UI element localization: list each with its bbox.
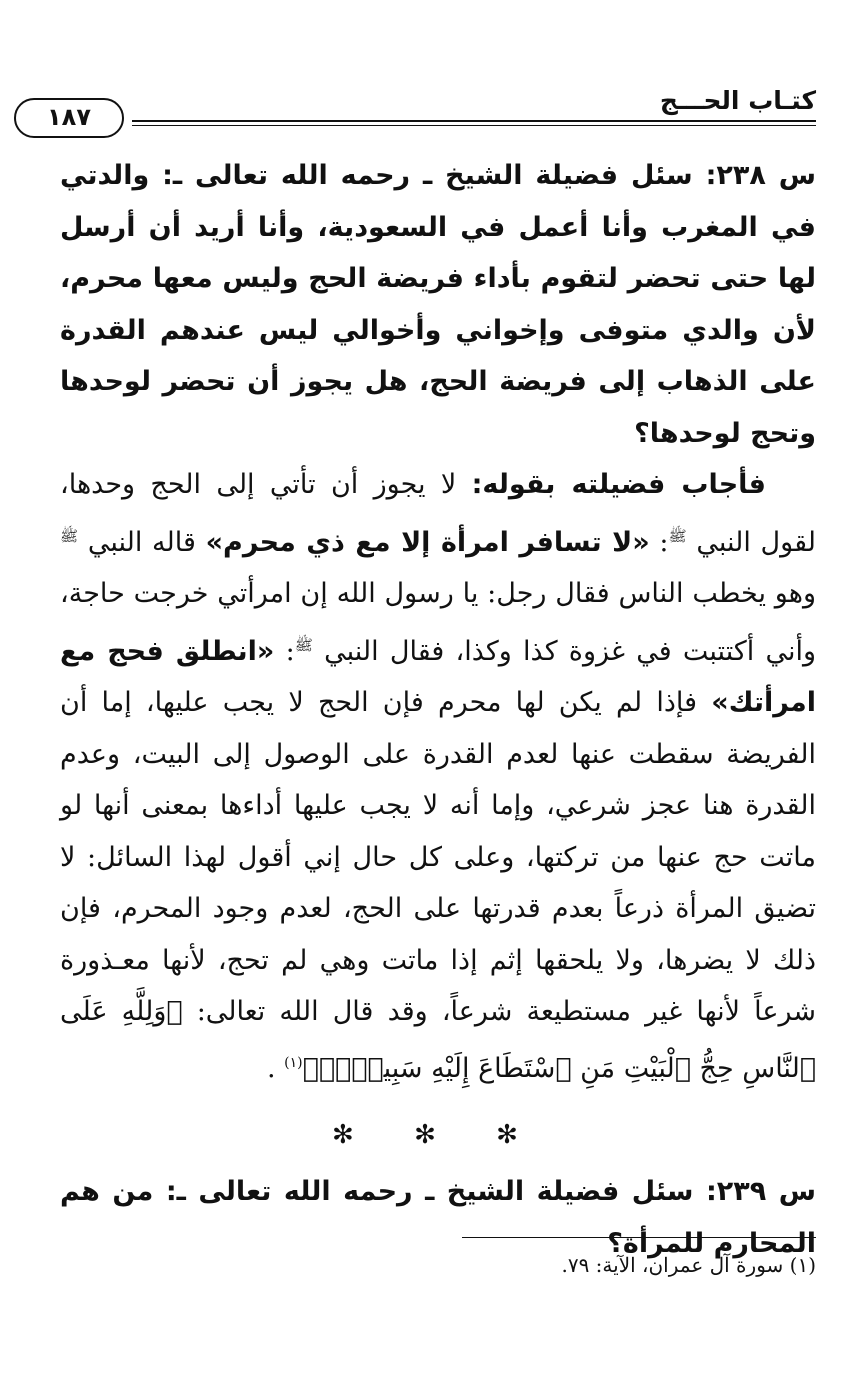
answer-lead: فأجاب فضيلته بقوله:	[471, 469, 766, 500]
question-238	[60, 150, 816, 459]
hadith-quote: «انطلق فحج مع امرأتك»	[60, 635, 816, 718]
quran-verse: ﴿وَلِلَّهِ عَلَى ٱلنَّاسِ حِجُّ ٱلْبَيْتِ مَنِ ٱسْتَطَاعَ إِلَيْهِ سَبِيلًاۚ﴾	[60, 996, 816, 1084]
footnote-reference: (١)	[284, 1054, 303, 1071]
salla-glyph: ﷺ	[294, 635, 313, 654]
footnote-rule	[462, 1237, 816, 1238]
header-rule	[132, 120, 816, 122]
question-text: سئل فضيلة الشيخ ـ رحمه الله تعالى ـ: والدتي في المغرب وأنا أعمل في السعودية، وأنا أريد أن أرسل لها حتى تحضر لتقوم بأداء فريضة الحج وليس معها محرم، لأن والدي متوفى وإخواني وأخوالي ليس عندهم القدرة على الذهاب إلى فريضة الحج، هل يجوز أن تحضر لوحدها وتحج لوحدها؟	[60, 160, 816, 449]
header-rule-thin	[132, 125, 816, 126]
question-label: س ٢٣٩:	[705, 1176, 816, 1207]
question-text: سئل فضيلة الشيخ ـ رحمه الله تعالى ـ: من هم المحارم للمرأة؟	[60, 1176, 816, 1259]
answer-text: :	[659, 526, 669, 558]
salla-glyph: ﷺ	[60, 526, 79, 545]
page-header	[14, 86, 816, 136]
answer-text: قاله النبي	[87, 526, 196, 558]
answer-text: وهو يخطب الناس فقال رجل: يا رسول الله إن امرأتي خرجت حاجة، وأني أكتتبت في غزوة كذا وكذا، فقال النبي	[60, 578, 816, 667]
question-label: س ٢٣٨:	[705, 160, 816, 191]
section-separator: ✻ ✻ ✻	[332, 1120, 544, 1150]
answer-text: فإذا لم يكن لها محرم فإن الحج لا يجب عليها، إما أن الفريضة سقطت عنها لعدم القدرة على الوصول إلى البيت، وعدم القدرة هنا عجز شرعي، وإما أنه لا يجب عليها أداءها بمعنى أنها لو ماتت حج عنها من تركتها، وعلى كل حال إني أقول لهذا السائل: لا تضيق المرأة ذرعاً بعدم قدرتها على الحج، لعدم وجود المحرم، فإن ذلك لا يضرها، ولا يلحقها إثم إذا ماتت وهي لم تحج، لأنها معـذورة شرعاً لأنها غير مستطيعة شرعاً، وقد قال الله تعالى:	[60, 687, 816, 1027]
chapter-title: كتـاب الحـــج	[659, 86, 816, 115]
hadith-quote: «لا تسافر امرأة إلا مع ذي محرم»	[205, 526, 650, 558]
footnote: (١) سورة آل عمران، الآية: ٧٩.	[561, 1253, 816, 1277]
answer-238	[60, 459, 816, 1094]
page-number: ١٨٧	[14, 98, 124, 138]
page-body	[60, 150, 816, 1269]
salla-glyph: ﷺ	[668, 526, 687, 545]
answer-end: .	[266, 1052, 276, 1084]
answer-text: :	[285, 635, 295, 667]
answer-text: لا يجوز أن تأتي إلى الحج وحدها، لقول النبي	[60, 469, 817, 558]
